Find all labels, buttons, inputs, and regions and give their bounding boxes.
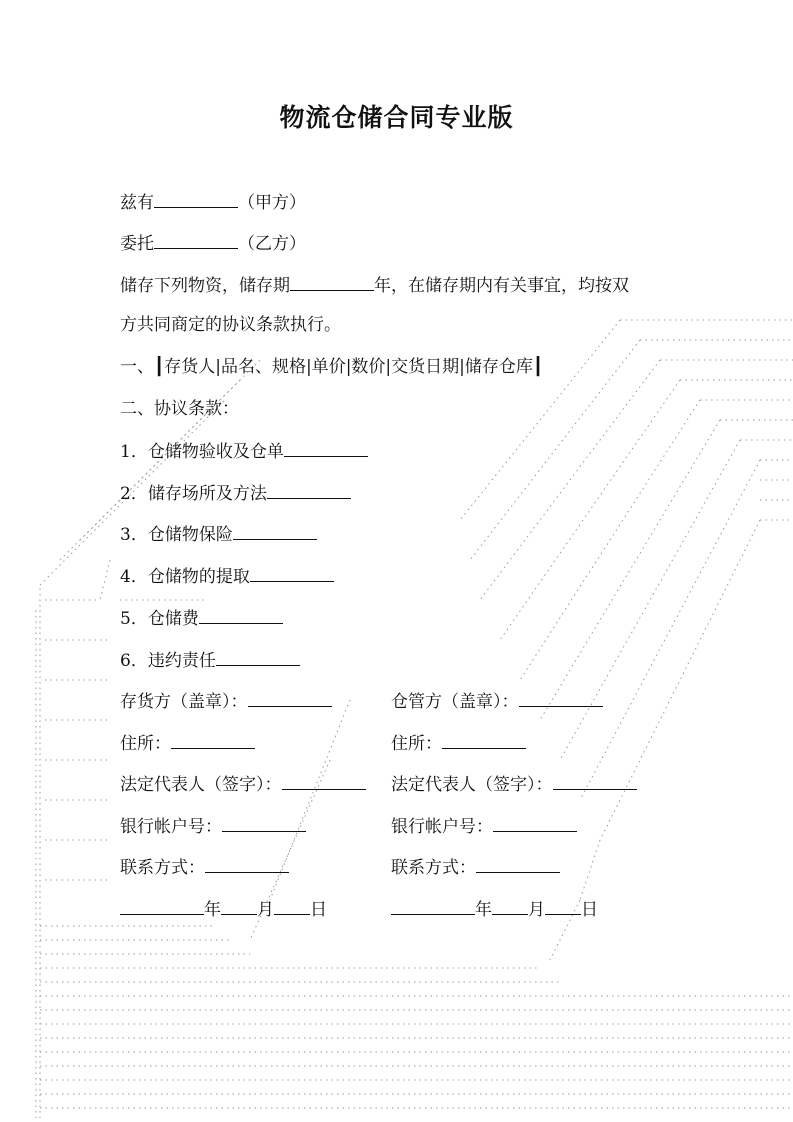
party-b-line [120,231,306,255]
clause-blank [250,564,334,582]
depositor-address [120,731,255,755]
day-label: 日 [581,900,598,920]
clause-label: 4．仓储物的提取 [120,567,250,587]
day-label: 日 [310,900,327,920]
storage-term-line [120,273,629,297]
warehouse-rep-blank [553,772,637,790]
clause-4 [120,564,334,588]
storage-term-prefix: 储存下列物资，储存期 [120,276,290,296]
depositor-contact-blank [205,855,289,873]
depositor-rep [120,772,366,796]
depositor-date [120,897,327,921]
clause-label: 3．仓储物保险 [120,525,233,545]
depositor-contact-label: 联系方式： [120,858,205,878]
clause-label: 6．违约责任 [120,651,216,671]
warehouse-bank-blank [493,814,577,832]
warehouse-date [391,897,598,921]
depositor-rep-blank [282,772,366,790]
depositor-address-label: 住所： [120,734,171,754]
party-a-blank [154,190,238,208]
party-a-line [120,190,306,214]
warehouse-seal-label: 仓管方（盖章）： [391,692,519,712]
year-blank [391,897,475,915]
goods-table-header: 一、┃存货人|品名、规格|单价|数价|交货日期|储存仓库┃ [120,357,544,377]
party-b-blank [154,231,238,249]
month-label: 月 [257,900,274,920]
party-b-suffix: （乙方） [238,234,306,254]
warehouse-address-label: 住所： [391,734,442,754]
day-blank [274,897,310,915]
agreement-line: 方共同商定的协议条款执行。 [120,315,341,335]
document-title: 物流仓储合同专业版 [279,103,514,132]
clause-5 [120,606,283,630]
year-label: 年 [204,900,221,920]
warehouse-seal [391,689,603,713]
month-label: 月 [528,900,545,920]
clause-6 [120,648,300,672]
clauses-heading: 二、协议条款： [120,399,239,419]
clause-blank [284,439,368,457]
warehouse-bank-label: 银行帐户号： [391,817,493,837]
clause-1 [120,439,368,463]
depositor-seal [120,689,332,713]
depositor-address-blank [171,731,255,749]
clause-label: 1．仓储物验收及仓单 [120,442,284,462]
clause-3 [120,522,317,546]
clause-blank [233,522,317,540]
clause-blank [267,481,351,499]
warehouse-seal-blank [519,689,603,707]
clause-blank [216,648,300,666]
warehouse-address [391,731,526,755]
depositor-bank-label: 银行帐户号： [120,817,222,837]
warehouse-contact [391,855,560,879]
depositor-contact [120,855,289,879]
clause-2 [120,481,351,505]
warehouse-contact-blank [476,855,560,873]
party-a-prefix: 兹有 [120,193,154,213]
depositor-bank-blank [222,814,306,832]
storage-term-blank [290,273,374,291]
year-label: 年 [475,900,492,920]
depositor-seal-blank [248,689,332,707]
day-blank [545,897,581,915]
month-blank [492,897,528,915]
year-blank [120,897,204,915]
warehouse-address-blank [442,731,526,749]
month-blank [221,897,257,915]
party-a-suffix: （甲方） [238,193,306,213]
depositor-bank [120,814,306,838]
depositor-rep-label: 法定代表人（签字）： [120,775,282,795]
clause-label: 5．仓储费 [120,609,199,629]
party-b-prefix: 委托 [120,234,154,254]
warehouse-rep-label: 法定代表人（签字）： [391,775,553,795]
clause-blank [199,606,283,624]
clause-label: 2．储存场所及方法 [120,484,267,504]
storage-term-suffix: 年，在储存期内有关事宜，均按双 [374,276,629,296]
depositor-seal-label: 存货方（盖章）： [120,692,248,712]
warehouse-bank [391,814,577,838]
warehouse-rep [391,772,637,796]
warehouse-contact-label: 联系方式： [391,858,476,878]
